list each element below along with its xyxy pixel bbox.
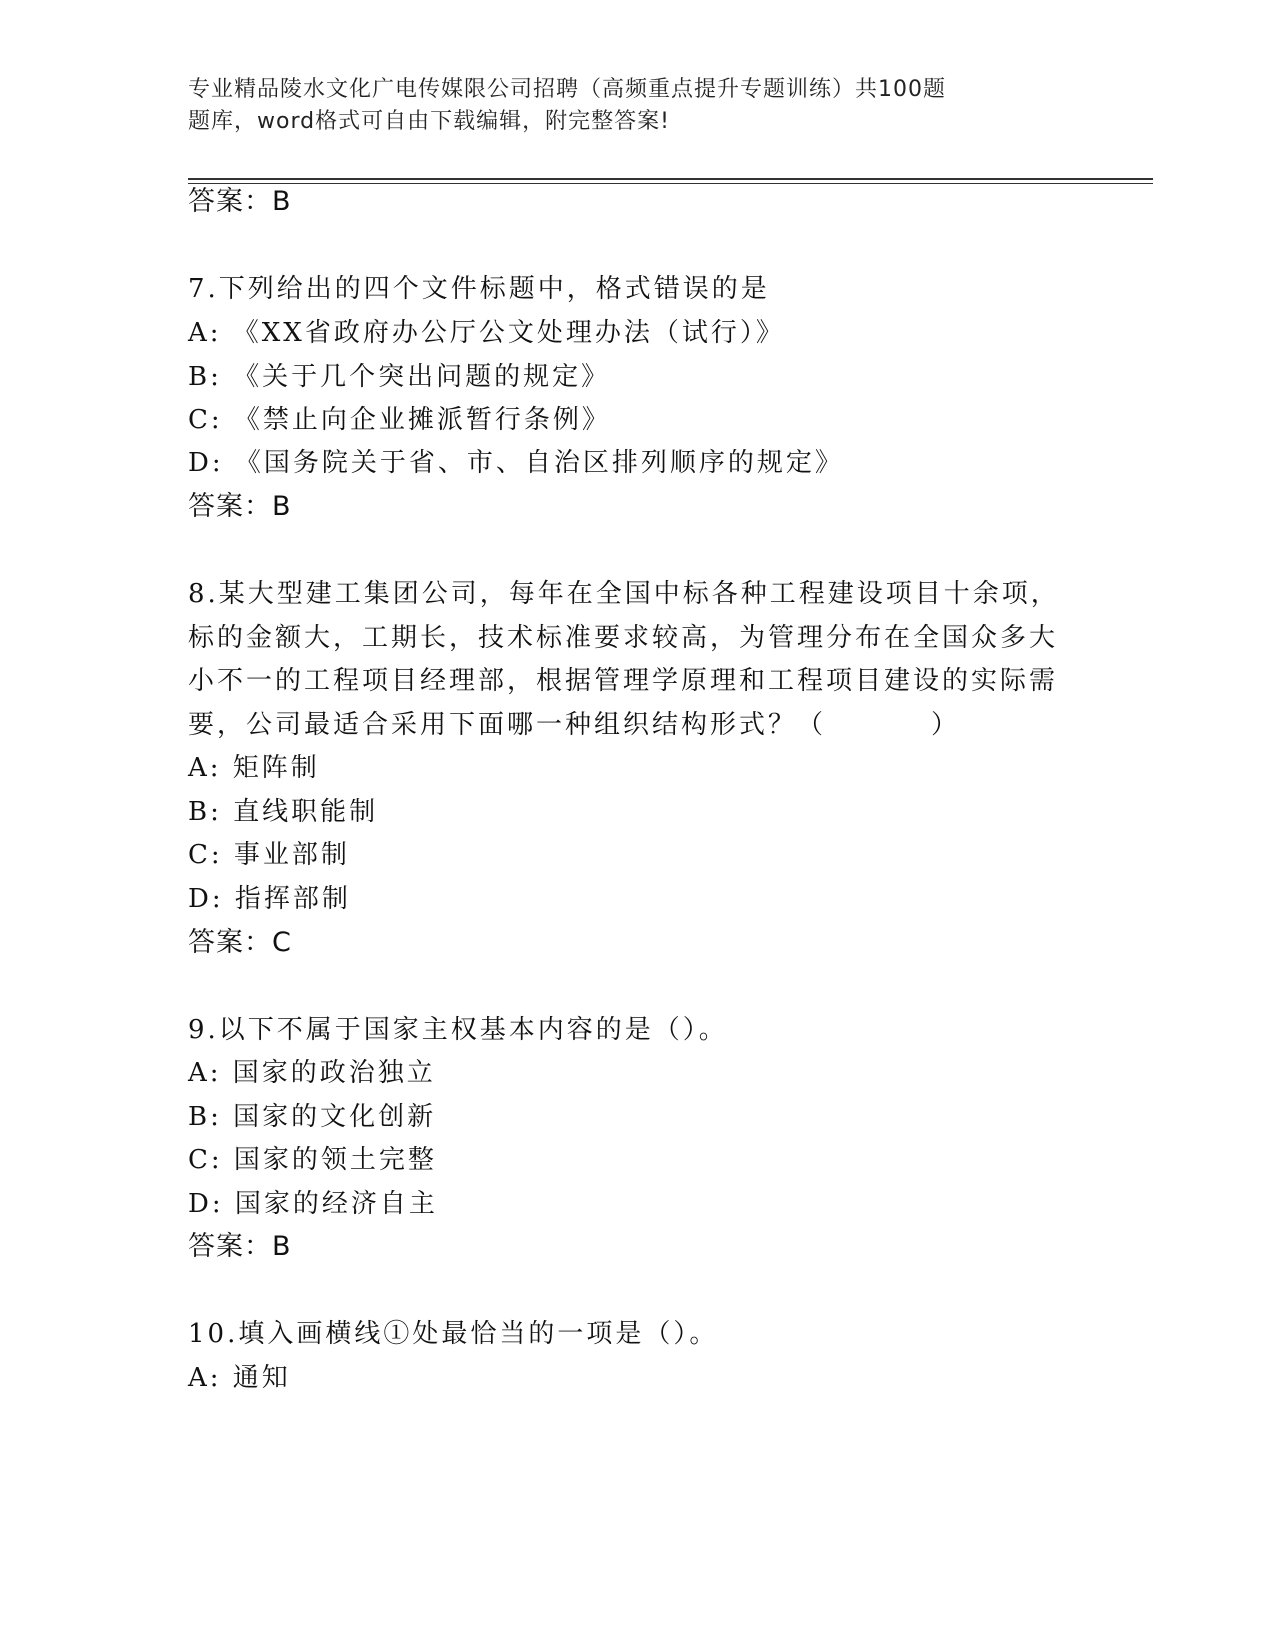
answer-label: 答案： bbox=[188, 186, 272, 217]
question-10-option-a: A: 通知 bbox=[188, 1363, 291, 1393]
question-10-stem: 10.填入画横线①处最恰当的一项是（）。 bbox=[188, 1319, 719, 1349]
header-divider-thick bbox=[188, 178, 1153, 180]
question-8-stem-line-2: 标的金额大，工期长，技术标准要求较高，为管理分布在全国众多大 bbox=[188, 623, 1059, 653]
answer-value: C bbox=[272, 927, 292, 958]
question-9-option-a: A: 国家的政治独立 bbox=[188, 1058, 436, 1088]
question-9-option-b: B: 国家的文化创新 bbox=[188, 1102, 437, 1132]
question-8-stem-text: 要，公司最适合采用下面哪一种组织结构形式？（ bbox=[188, 710, 827, 740]
question-8-stem-line-4 bbox=[188, 709, 960, 741]
answer-value: B bbox=[272, 491, 292, 522]
question-8-option-b: B: 直线职能制 bbox=[188, 797, 379, 827]
answer-value: B bbox=[272, 186, 292, 217]
question-7-option-c: C: 《禁止向企业摊派暂行条例》 bbox=[188, 405, 611, 435]
question-9-option-c: C: 国家的领土完整 bbox=[188, 1145, 437, 1175]
answer-line-8 bbox=[188, 927, 292, 959]
header-divider-thin bbox=[188, 183, 1153, 184]
answer-label: 答案： bbox=[188, 491, 272, 522]
question-7-option-d: D: 《国务院关于省、市、自治区排列顺序的规定》 bbox=[188, 448, 844, 478]
answer-line-7 bbox=[188, 491, 292, 523]
question-7-option-a: A: 《XX省政府办公厅公文处理办法（试行）》 bbox=[188, 318, 785, 348]
answer-line-9 bbox=[188, 1231, 292, 1263]
question-8-option-d: D: 指挥部制 bbox=[188, 884, 351, 914]
question-8-stem-line-1: 8.某大型建工集团公司，每年在全国中标各种工程建设项目十余项， bbox=[188, 579, 1060, 609]
question-8-blank-close: ） bbox=[931, 710, 961, 740]
answer-label: 答案： bbox=[188, 927, 272, 958]
answer-label: 答案： bbox=[188, 1231, 272, 1262]
header-line-2: 题库，word格式可自由下载编辑，附完整答案! bbox=[188, 109, 670, 134]
question-7-stem: 7.下列给出的四个文件标题中，格式错误的是 bbox=[188, 274, 770, 304]
question-9-stem: 9.以下不属于国家主权基本内容的是（）。 bbox=[188, 1015, 728, 1045]
answer-line-6 bbox=[188, 186, 292, 218]
answer-value: B bbox=[272, 1231, 292, 1262]
document-header bbox=[188, 74, 1068, 138]
header-line-1: 专业精品陵水文化广电传媒限公司招聘（高频重点提升专题训练）共100题 bbox=[188, 77, 946, 102]
question-8-option-a: A: 矩阵制 bbox=[188, 753, 320, 783]
question-9-option-d: D: 国家的经济自主 bbox=[188, 1189, 438, 1219]
question-8-option-c: C: 事业部制 bbox=[188, 840, 350, 870]
question-8-stem-line-3: 小不一的工程项目经理部，根据管理学原理和工程项目建设的实际需 bbox=[188, 666, 1059, 696]
question-7-option-b: B: 《关于几个突出问题的规定》 bbox=[188, 362, 611, 392]
